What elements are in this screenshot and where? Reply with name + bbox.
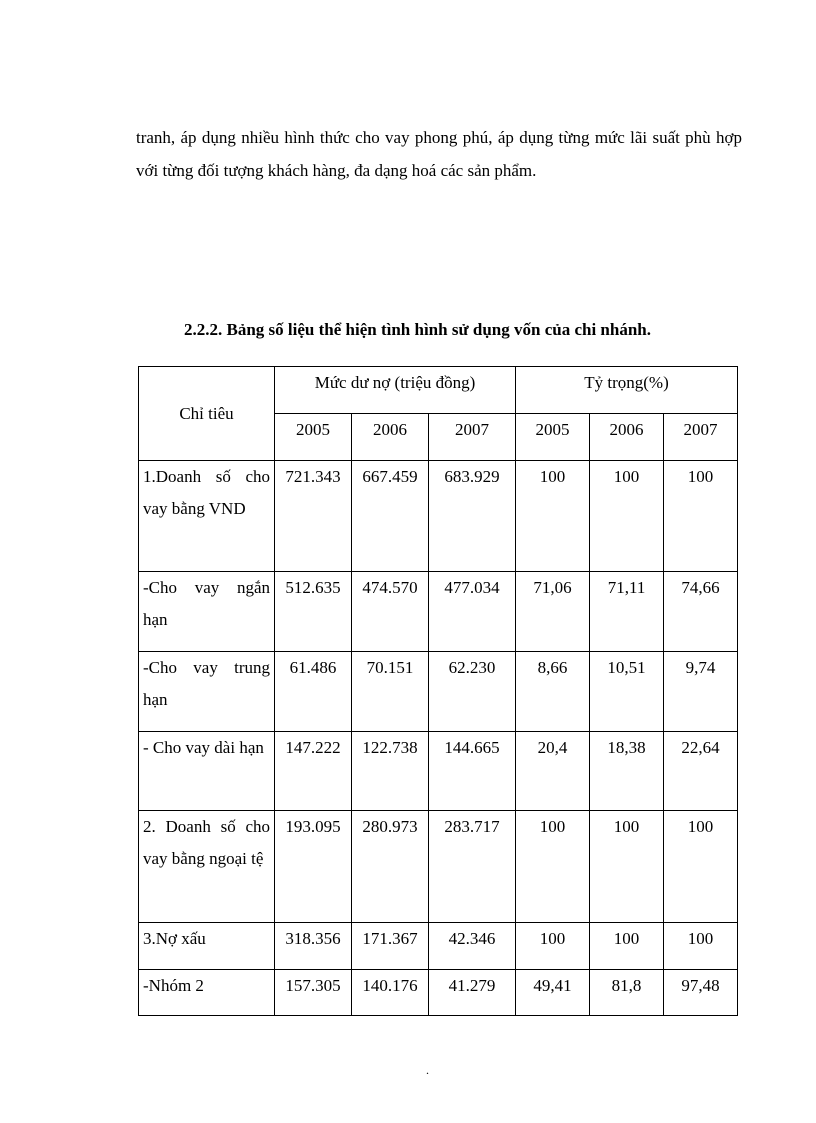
cell-value: 477.034 xyxy=(429,572,516,652)
row-label: -Nhóm 2 xyxy=(139,970,275,1016)
cell-value: 62.230 xyxy=(429,652,516,732)
cell-value: 20,4 xyxy=(516,732,590,811)
loan-usage-table xyxy=(138,366,738,1016)
cell-value: 71,06 xyxy=(516,572,590,652)
cell-value: 512.635 xyxy=(275,572,352,652)
header-year: 2005 xyxy=(516,414,590,461)
cell-value: 100 xyxy=(664,923,738,970)
cell-value: 721.343 xyxy=(275,461,352,572)
table-row xyxy=(139,811,738,923)
body-paragraph: tranh, áp dụng nhiều hình thức cho vay phong phú, áp dụng từng mức lãi suất phù hợp với từng đối tượng khách hàng, đa dạng hoá các sản phẩm. xyxy=(136,128,742,180)
header-year: 2005 xyxy=(275,414,352,461)
row-label: -Cho vay ngắn hạn xyxy=(139,572,275,652)
header-year: 2007 xyxy=(664,414,738,461)
cell-value: 193.095 xyxy=(275,811,352,923)
cell-value: 71,11 xyxy=(590,572,664,652)
cell-value: 171.367 xyxy=(352,923,429,970)
cell-value: 318.356 xyxy=(275,923,352,970)
cell-value: 81,8 xyxy=(590,970,664,1016)
cell-value: 667.459 xyxy=(352,461,429,572)
cell-value: 157.305 xyxy=(275,970,352,1016)
cell-value: 100 xyxy=(590,811,664,923)
cell-value: 683.929 xyxy=(429,461,516,572)
cell-value: 140.176 xyxy=(352,970,429,1016)
cell-value: 100 xyxy=(590,461,664,572)
cell-value: 100 xyxy=(590,923,664,970)
cell-value: 144.665 xyxy=(429,732,516,811)
row-label: 2. Doanh số cho vay bằng ngoại tệ xyxy=(139,811,275,923)
page-mark: . xyxy=(426,1063,429,1077)
header-year: 2007 xyxy=(429,414,516,461)
header-chi-tieu: Chỉ tiêu xyxy=(139,367,275,461)
cell-value: 41.279 xyxy=(429,970,516,1016)
table-row xyxy=(139,461,738,572)
cell-value: 147.222 xyxy=(275,732,352,811)
row-label: 1.Doanh số cho vay bằng VND xyxy=(139,461,275,572)
header-group-du-no: Mức dư nợ (triệu đồng) xyxy=(275,367,516,414)
cell-value: 10,51 xyxy=(590,652,664,732)
cell-value: 100 xyxy=(664,461,738,572)
table-row xyxy=(139,732,738,811)
header-group-ty-trong: Tỷ trọng(%) xyxy=(516,367,738,414)
cell-value: 61.486 xyxy=(275,652,352,732)
header-year: 2006 xyxy=(590,414,664,461)
table-row xyxy=(139,652,738,732)
table-row xyxy=(139,572,738,652)
row-label: - Cho vay dài hạn xyxy=(139,732,275,811)
cell-value: 70.151 xyxy=(352,652,429,732)
cell-value: 18,38 xyxy=(590,732,664,811)
header-year: 2006 xyxy=(352,414,429,461)
table-row xyxy=(139,970,738,1016)
cell-value: 100 xyxy=(664,811,738,923)
cell-value: 283.717 xyxy=(429,811,516,923)
cell-value: 100 xyxy=(516,923,590,970)
table-row xyxy=(139,923,738,970)
header-row-1 xyxy=(139,367,738,414)
cell-value: 100 xyxy=(516,811,590,923)
cell-value: 122.738 xyxy=(352,732,429,811)
row-label: -Cho vay trung hạn xyxy=(139,652,275,732)
cell-value: 474.570 xyxy=(352,572,429,652)
cell-value: 100 xyxy=(516,461,590,572)
cell-value: 9,74 xyxy=(664,652,738,732)
row-label: 3.Nợ xấu xyxy=(139,923,275,970)
cell-value: 8,66 xyxy=(516,652,590,732)
cell-value: 42.346 xyxy=(429,923,516,970)
cell-value: 49,41 xyxy=(516,970,590,1016)
cell-value: 74,66 xyxy=(664,572,738,652)
cell-value: 22,64 xyxy=(664,732,738,811)
table-caption: 2.2.2. Bảng số liệu thể hiện tình hình sử dụng vốn của chi nhánh. xyxy=(184,320,652,339)
cell-value: 97,48 xyxy=(664,970,738,1016)
cell-value: 280.973 xyxy=(352,811,429,923)
